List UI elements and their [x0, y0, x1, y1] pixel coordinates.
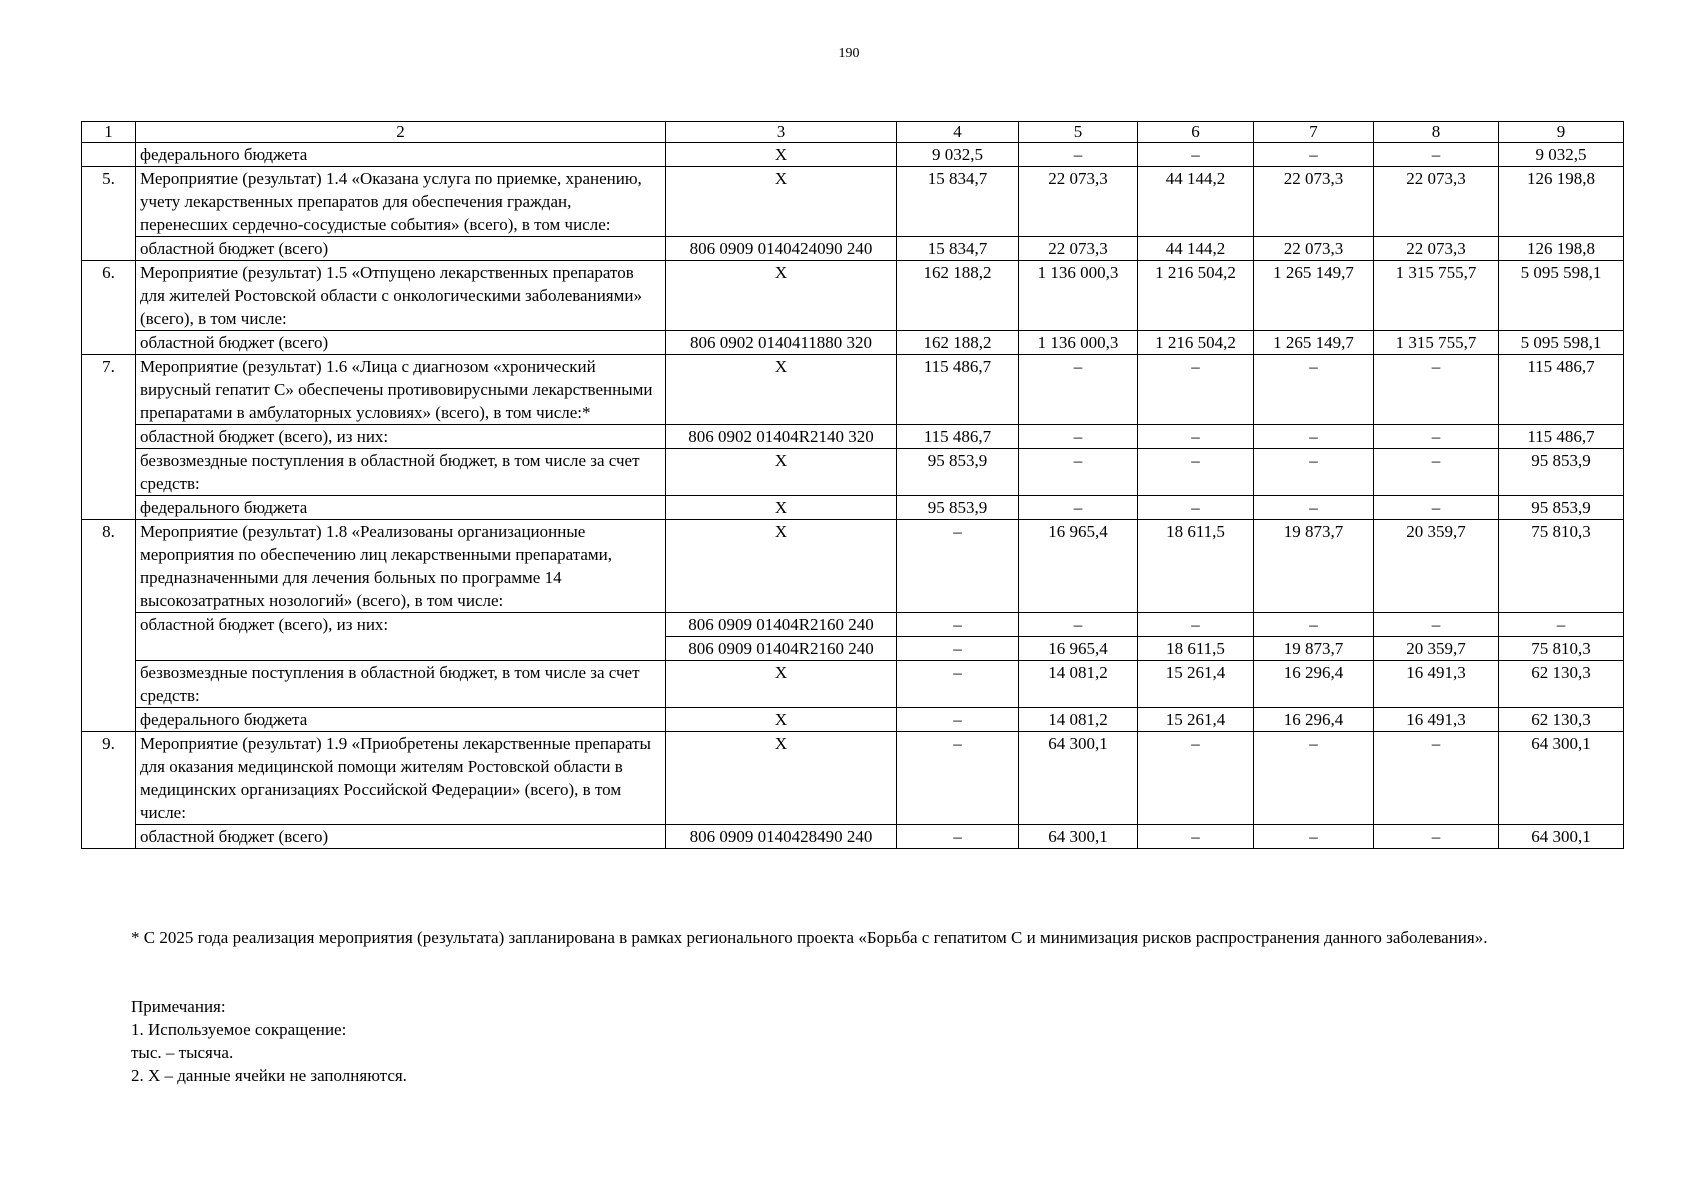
value-cell: 75 810,3	[1499, 520, 1624, 613]
value-cell: 1 136 000,3	[1019, 261, 1138, 331]
footnote-text: * С 2025 года реализация мероприятия (результата) запланирована в рамках регионального проекта «Борьба с гепатитом С и минимизация рисков распространения данного заболевания».	[131, 928, 1488, 947]
table-row	[82, 496, 1624, 520]
budget-table	[81, 121, 1624, 849]
notes	[131, 995, 1531, 1087]
value-cell: –	[1254, 825, 1374, 849]
value-cell: 1 315 755,7	[1374, 331, 1499, 355]
value-cell: 126 198,8	[1499, 167, 1624, 237]
description-cell: федерального бюджета	[136, 143, 666, 167]
header-cell: 3	[666, 122, 897, 143]
description-cell: Мероприятие (результат) 1.5 «Отпущено лекарственных препаратов для жителей Ростовской области с онкологическими заболеваниями» (всего), в том числе:	[136, 261, 666, 331]
value-cell: 19 873,7	[1254, 637, 1374, 661]
value-cell: 64 300,1	[1499, 825, 1624, 849]
description-cell: федерального бюджета	[136, 496, 666, 520]
value-cell: –	[1374, 613, 1499, 637]
value-cell: 5 095 598,1	[1499, 261, 1624, 331]
notes-title: Примечания:	[131, 997, 226, 1016]
budget-code-cell: 806 0909 0140428490 240	[666, 825, 897, 849]
budget-code-cell: Х	[666, 449, 897, 496]
value-cell: 16 296,4	[1254, 661, 1374, 708]
row-number-cell: 8.	[82, 520, 136, 732]
value-cell: –	[1019, 613, 1138, 637]
value-cell: –	[1254, 425, 1374, 449]
note-item: тыс. – тысяча.	[131, 1043, 234, 1062]
value-cell: 15 261,4	[1138, 708, 1254, 732]
value-cell: –	[1019, 143, 1138, 167]
note-item: 2. Х – данные ячейки не заполняются.	[131, 1066, 407, 1085]
table-row	[82, 143, 1624, 167]
value-cell: 22 073,3	[1254, 167, 1374, 237]
table-row	[82, 167, 1624, 237]
value-cell: 15 834,7	[897, 237, 1019, 261]
value-cell: –	[1499, 613, 1624, 637]
table-row	[82, 661, 1624, 708]
row-number-cell: 6.	[82, 261, 136, 355]
value-cell: 126 198,8	[1499, 237, 1624, 261]
value-cell: 64 300,1	[1499, 732, 1624, 825]
value-cell: 22 073,3	[1254, 237, 1374, 261]
value-cell: –	[1019, 449, 1138, 496]
value-cell: 18 611,5	[1138, 637, 1254, 661]
value-cell: 95 853,9	[1499, 449, 1624, 496]
value-cell: 9 032,5	[1499, 143, 1624, 167]
value-cell: –	[897, 637, 1019, 661]
value-cell: 22 073,3	[1019, 237, 1138, 261]
table-header-row	[82, 122, 1624, 143]
value-cell: 5 095 598,1	[1499, 331, 1624, 355]
budget-code-cell: 806 0909 01404R2160 240	[666, 613, 897, 637]
header-cell: 1	[82, 122, 136, 143]
description-cell: областной бюджет (всего), из них:	[136, 613, 666, 661]
value-cell: 115 486,7	[897, 355, 1019, 425]
value-cell: 75 810,3	[1499, 637, 1624, 661]
value-cell: 16 296,4	[1254, 708, 1374, 732]
value-cell: –	[1374, 825, 1499, 849]
value-cell: 95 853,9	[1499, 496, 1624, 520]
value-cell: 14 081,2	[1019, 708, 1138, 732]
value-cell: –	[1019, 355, 1138, 425]
value-cell: –	[1374, 732, 1499, 825]
value-cell: 115 486,7	[897, 425, 1019, 449]
value-cell: 22 073,3	[1019, 167, 1138, 237]
value-cell: 64 300,1	[1019, 825, 1138, 849]
value-cell: –	[1374, 143, 1499, 167]
table-row	[82, 520, 1624, 613]
value-cell: –	[897, 825, 1019, 849]
value-cell: 1 315 755,7	[1374, 261, 1499, 331]
table-row	[82, 613, 1624, 637]
value-cell: –	[1374, 449, 1499, 496]
value-cell: –	[1254, 355, 1374, 425]
value-cell: 115 486,7	[1499, 355, 1624, 425]
header-cell: 2	[136, 122, 666, 143]
value-cell: –	[1138, 425, 1254, 449]
description-cell: Мероприятие (результат) 1.6 «Лица с диагнозом «хронический вирусный гепатит С» обеспечены противовирусными лекарственными препаратами в амбулаторных условиях» (всего), в том числе:*	[136, 355, 666, 425]
budget-code-cell: Х	[666, 355, 897, 425]
value-cell: –	[1138, 355, 1254, 425]
value-cell: –	[897, 613, 1019, 637]
value-cell: 115 486,7	[1499, 425, 1624, 449]
description-cell: Мероприятие (результат) 1.8 «Реализованы организационные мероприятия по обеспечению лиц лекарственными препаратами, предназначенными для лечения больных по программе 14 высокозатратных нозологий» (всего), в том числе:	[136, 520, 666, 613]
value-cell: 9 032,5	[897, 143, 1019, 167]
table-row	[82, 825, 1624, 849]
value-cell: 62 130,3	[1499, 661, 1624, 708]
row-number-cell: 5.	[82, 167, 136, 261]
budget-code-cell: Х	[666, 496, 897, 520]
value-cell: –	[1019, 425, 1138, 449]
value-cell: –	[1254, 449, 1374, 496]
value-cell: –	[1374, 425, 1499, 449]
value-cell: 14 081,2	[1019, 661, 1138, 708]
description-cell: областной бюджет (всего)	[136, 331, 666, 355]
table-row	[82, 261, 1624, 331]
description-cell: безвозмездные поступления в областной бюджет, в том числе за счет средств:	[136, 449, 666, 496]
budget-code-cell: Х	[666, 261, 897, 331]
value-cell: 22 073,3	[1374, 167, 1499, 237]
value-cell: –	[897, 520, 1019, 613]
budget-code-cell: Х	[666, 708, 897, 732]
value-cell: 16 491,3	[1374, 661, 1499, 708]
value-cell: –	[1254, 613, 1374, 637]
value-cell: –	[897, 732, 1019, 825]
page-number: 190	[838, 46, 860, 61]
header-cell: 9	[1499, 122, 1624, 143]
table-row	[82, 449, 1624, 496]
budget-code-cell: 806 0902 01404R2140 320	[666, 425, 897, 449]
description-cell: областной бюджет (всего)	[136, 237, 666, 261]
row-number-cell: 9.	[82, 732, 136, 849]
footnote	[81, 925, 1623, 950]
value-cell: 62 130,3	[1499, 708, 1624, 732]
value-cell: –	[1138, 613, 1254, 637]
value-cell: –	[1138, 496, 1254, 520]
table-row	[82, 237, 1624, 261]
value-cell: 15 834,7	[897, 167, 1019, 237]
header-cell: 4	[897, 122, 1019, 143]
value-cell: 1 265 149,7	[1254, 331, 1374, 355]
budget-code-cell: Х	[666, 661, 897, 708]
row-number-cell	[82, 143, 136, 167]
value-cell: 1 136 000,3	[1019, 331, 1138, 355]
value-cell: 162 188,2	[897, 261, 1019, 331]
value-cell: –	[897, 708, 1019, 732]
value-cell: 16 965,4	[1019, 520, 1138, 613]
value-cell: 44 144,2	[1138, 167, 1254, 237]
description-cell: областной бюджет (всего), из них:	[136, 425, 666, 449]
value-cell: –	[1254, 143, 1374, 167]
value-cell: 162 188,2	[897, 331, 1019, 355]
value-cell: 16 491,3	[1374, 708, 1499, 732]
value-cell: 44 144,2	[1138, 237, 1254, 261]
value-cell: –	[1254, 496, 1374, 520]
description-cell: Мероприятие (результат) 1.4 «Оказана услуга по приемке, хранению, учету лекарственных препаратов для обеспечения граждан, перенесших сердечно-сосудистые события» (всего), в том числе:	[136, 167, 666, 237]
value-cell: 20 359,7	[1374, 637, 1499, 661]
description-cell: Мероприятие (результат) 1.9 «Приобретены лекарственные препараты для оказания медицинской помощи жителям Ростовской области в медицинских организациях Российской Федерации» (всего), в том числе:	[136, 732, 666, 825]
note-item: 1. Используемое сокращение:	[131, 1020, 347, 1039]
table-row	[82, 425, 1624, 449]
table-row	[82, 355, 1624, 425]
value-cell: –	[1138, 732, 1254, 825]
value-cell: –	[1138, 825, 1254, 849]
value-cell: 15 261,4	[1138, 661, 1254, 708]
header-cell: 5	[1019, 122, 1138, 143]
budget-code-cell: Х	[666, 167, 897, 237]
description-cell: областной бюджет (всего)	[136, 825, 666, 849]
table-row	[82, 732, 1624, 825]
value-cell: 95 853,9	[897, 496, 1019, 520]
description-cell: безвозмездные поступления в областной бюджет, в том числе за счет средств:	[136, 661, 666, 708]
value-cell: –	[1374, 496, 1499, 520]
value-cell: –	[897, 661, 1019, 708]
header-cell: 7	[1254, 122, 1374, 143]
value-cell: 20 359,7	[1374, 520, 1499, 613]
value-cell: 1 216 504,2	[1138, 261, 1254, 331]
value-cell: 22 073,3	[1374, 237, 1499, 261]
value-cell: 1 265 149,7	[1254, 261, 1374, 331]
row-number-cell: 7.	[82, 355, 136, 520]
table-row	[82, 708, 1624, 732]
budget-code-cell: Х	[666, 520, 897, 613]
value-cell: 1 216 504,2	[1138, 331, 1254, 355]
header-cell: 6	[1138, 122, 1254, 143]
budget-code-cell: 806 0909 01404R2160 240	[666, 637, 897, 661]
budget-code-cell: 806 0909 0140424090 240	[666, 237, 897, 261]
value-cell: –	[1019, 496, 1138, 520]
budget-code-cell: 806 0902 0140411880 320	[666, 331, 897, 355]
description-cell: федерального бюджета	[136, 708, 666, 732]
budget-code-cell: Х	[666, 143, 897, 167]
value-cell: 64 300,1	[1019, 732, 1138, 825]
value-cell: –	[1254, 732, 1374, 825]
budget-code-cell: Х	[666, 732, 897, 825]
table-row	[82, 331, 1624, 355]
value-cell: –	[1138, 449, 1254, 496]
value-cell: 16 965,4	[1019, 637, 1138, 661]
value-cell: –	[1138, 143, 1254, 167]
value-cell: –	[1374, 355, 1499, 425]
value-cell: 95 853,9	[897, 449, 1019, 496]
header-cell: 8	[1374, 122, 1499, 143]
value-cell: 19 873,7	[1254, 520, 1374, 613]
value-cell: 18 611,5	[1138, 520, 1254, 613]
